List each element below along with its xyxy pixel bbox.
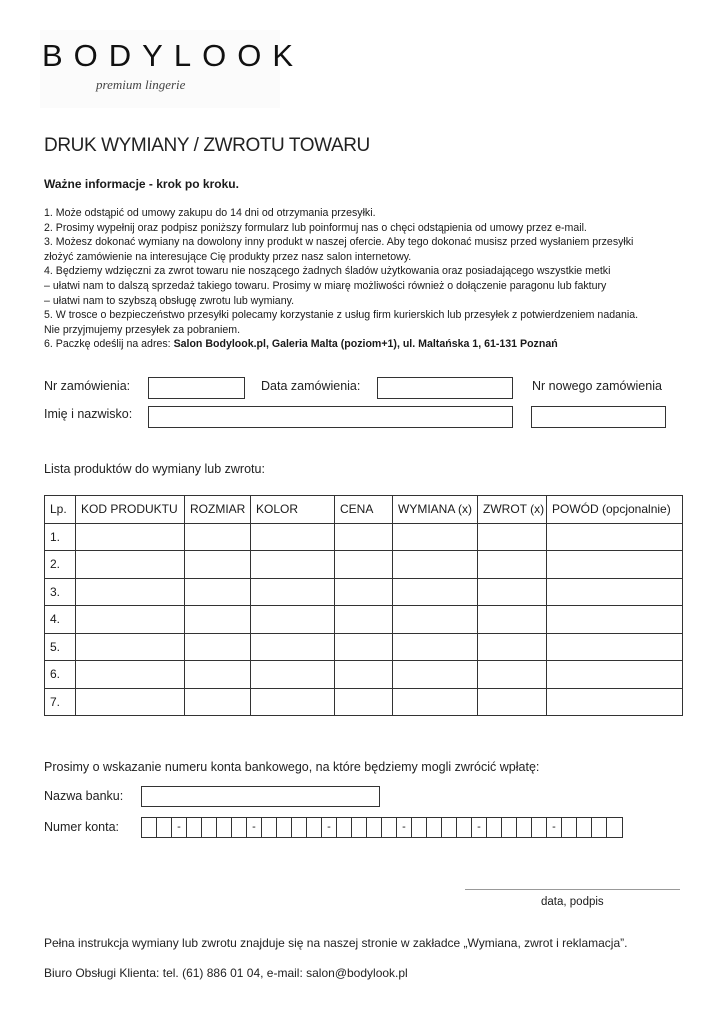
- account-digit-cell[interactable]: [307, 818, 322, 837]
- table-cell[interactable]: [251, 578, 335, 606]
- info-line: 2. Prosimy wypełnij oraz podpisz poniższy formularz lub poinformuj nas o chęci odstąpienia od umowy przez e-mail.: [44, 221, 587, 234]
- column-header: KOLOR: [251, 496, 335, 524]
- account-digit-cell[interactable]: [457, 818, 472, 837]
- table-cell[interactable]: [185, 523, 251, 551]
- name-field[interactable]: [148, 406, 513, 428]
- account-digit-cell[interactable]: [277, 818, 292, 837]
- table-cell[interactable]: [76, 688, 185, 716]
- info-line: Nie przyjmujemy przesyłek za pobraniem.: [44, 323, 241, 336]
- table-cell[interactable]: [251, 523, 335, 551]
- info-heading: Ważne informacje - krok po kroku.: [44, 177, 239, 191]
- bank-name-field[interactable]: [141, 786, 380, 807]
- account-digit-cell[interactable]: [427, 818, 442, 837]
- table-cell[interactable]: [335, 551, 393, 579]
- account-digit-cell[interactable]: [232, 818, 247, 837]
- table-cell[interactable]: [547, 661, 683, 689]
- table-header-row: [45, 496, 683, 524]
- account-number-field[interactable]: [141, 817, 623, 838]
- account-digit-cell[interactable]: [142, 818, 157, 837]
- account-digit-cell[interactable]: [562, 818, 577, 837]
- account-digit-cell[interactable]: [367, 818, 382, 837]
- order-date-label: Data zamówienia:: [261, 379, 361, 393]
- row-number: 1.: [45, 523, 76, 551]
- column-header: CENA: [335, 496, 393, 524]
- products-heading: Lista produktów do wymiany lub zwrotu:: [44, 462, 265, 476]
- account-digit-cell[interactable]: [262, 818, 277, 837]
- account-digit-cell[interactable]: [502, 818, 517, 837]
- table-cell[interactable]: [478, 578, 547, 606]
- bank-name-label: Nazwa banku:: [44, 789, 124, 803]
- table-cell[interactable]: [393, 578, 478, 606]
- row-number: 3.: [45, 578, 76, 606]
- account-digit-cell[interactable]: -: [397, 818, 412, 837]
- table-cell[interactable]: [393, 633, 478, 661]
- row-number: 4.: [45, 606, 76, 634]
- table-cell[interactable]: [335, 606, 393, 634]
- table-cell[interactable]: [76, 606, 185, 634]
- table-cell[interactable]: [547, 523, 683, 551]
- account-digit-cell[interactable]: [337, 818, 352, 837]
- account-number-label: Numer konta:: [44, 820, 120, 834]
- order-number-field[interactable]: [148, 377, 245, 399]
- table-row: [45, 633, 683, 661]
- table-cell[interactable]: [335, 523, 393, 551]
- new-order-number-field[interactable]: [531, 406, 666, 428]
- products-table: [44, 495, 683, 716]
- info-line: 1. Może odstąpić od umowy zakupu do 14 dni od otrzymania przesyłki.: [44, 207, 376, 219]
- table-cell[interactable]: [76, 523, 185, 551]
- account-digit-cell[interactable]: -: [322, 818, 337, 837]
- account-digit-cell[interactable]: [532, 818, 547, 837]
- brand-logo: BODYLOOK: [42, 38, 304, 73]
- signature-label: data, podpis: [541, 896, 604, 908]
- info-line: – ułatwi nam to szybszą obsługę zwrotu lub wymiany.: [44, 294, 295, 307]
- table-cell[interactable]: [478, 661, 547, 689]
- table-cell[interactable]: [251, 551, 335, 579]
- account-digit-cell[interactable]: -: [472, 818, 487, 837]
- table-cell[interactable]: [547, 633, 683, 661]
- account-digit-cell[interactable]: [607, 818, 622, 837]
- table-cell[interactable]: [478, 523, 547, 551]
- table-cell[interactable]: [76, 661, 185, 689]
- table-cell[interactable]: [251, 688, 335, 716]
- new-order-number-label: Nr nowego zamówienia: [532, 379, 662, 393]
- table-cell[interactable]: [76, 551, 185, 579]
- table-cell[interactable]: [335, 688, 393, 716]
- column-header: WYMIANA (x): [393, 496, 478, 524]
- account-digit-cell[interactable]: [442, 818, 457, 837]
- table-cell[interactable]: [185, 661, 251, 689]
- table-cell[interactable]: [393, 661, 478, 689]
- table-row: [45, 661, 683, 689]
- account-digit-cell[interactable]: [517, 818, 532, 837]
- table-cell[interactable]: [185, 633, 251, 661]
- table-row: [45, 551, 683, 579]
- order-date-field[interactable]: [377, 377, 513, 399]
- account-digit-cell[interactable]: [577, 818, 592, 837]
- account-digit-cell[interactable]: [202, 818, 217, 837]
- order-number-label: Nr zamówienia:: [44, 379, 131, 393]
- column-header: ZWROT (x): [478, 496, 547, 524]
- footer-contact: Biuro Obsługi Klienta: tel. (61) 886 01 04, e-mail: salon@bodylook.pl: [44, 966, 408, 980]
- table-cell[interactable]: [251, 606, 335, 634]
- footer-instruction: Pełna instrukcja wymiany lub zwrotu znajduje się na naszej stronie w zakładce „Wymiana, zwrot i reklamacja”.: [44, 936, 628, 950]
- table-row: [45, 688, 683, 716]
- name-label: Imię i nazwisko:: [44, 407, 133, 421]
- address-prefix: 6. Paczkę odeślij na adres:: [44, 338, 174, 351]
- account-digit-cell[interactable]: [352, 818, 367, 837]
- account-digit-cell[interactable]: [217, 818, 232, 837]
- table-cell[interactable]: [547, 606, 683, 634]
- table-cell[interactable]: [478, 633, 547, 661]
- brand-tagline: premium lingerie: [96, 77, 186, 92]
- table-cell[interactable]: [335, 578, 393, 606]
- table-cell[interactable]: [393, 551, 478, 579]
- return-address: Salon Bodylook.pl, Galeria Malta (poziom+1), ul. Maltańska 1, 61-131 Poznań: [173, 338, 558, 351]
- table-cell[interactable]: [478, 551, 547, 579]
- table-cell[interactable]: [335, 661, 393, 689]
- table-cell[interactable]: [251, 661, 335, 689]
- row-number: 6.: [45, 661, 76, 689]
- info-line: 4. Będziemy wdzięczni za zwrot towaru nie noszącego żadnych śladów użytkowania oraz posiadającego wszystkie metki: [44, 265, 611, 278]
- table-row: [45, 606, 683, 634]
- info-line: złożyć zamówienie na interesujące Cię produkty przez nasz salon internetowy.: [44, 250, 412, 263]
- account-digit-cell[interactable]: [382, 818, 397, 837]
- account-digit-cell[interactable]: -: [172, 818, 187, 837]
- page-title: DRUK WYMIANY / ZWROTU TOWARU: [44, 135, 370, 156]
- signature-line: [465, 889, 680, 890]
- column-header: Lp.: [45, 496, 76, 524]
- account-digit-cell[interactable]: -: [547, 818, 562, 837]
- table-cell[interactable]: [547, 578, 683, 606]
- table-cell[interactable]: [335, 633, 393, 661]
- column-header: POWÓD (opcjonalnie): [547, 496, 683, 524]
- row-number: 5.: [45, 633, 76, 661]
- account-digit-cell[interactable]: [487, 818, 502, 837]
- info-list: [44, 206, 694, 352]
- table-cell[interactable]: [478, 688, 547, 716]
- table-cell[interactable]: [185, 551, 251, 579]
- bank-intro: Prosimy o wskazanie numeru konta bankowego, na które będziemy mogli zwrócić wpłatę:: [44, 760, 540, 774]
- table-cell[interactable]: [393, 688, 478, 716]
- account-digit-cell[interactable]: [592, 818, 607, 837]
- table-cell[interactable]: [547, 688, 683, 716]
- info-line: – ułatwi nam to dalszą sprzedaż takiego towaru. Prosimy w miarę możliwości również o dołączenie paragonu lub faktury: [44, 279, 607, 292]
- table-cell[interactable]: [76, 578, 185, 606]
- table-cell[interactable]: [393, 606, 478, 634]
- row-number: 7.: [45, 688, 76, 716]
- table-cell[interactable]: [251, 633, 335, 661]
- account-digit-cell[interactable]: [292, 818, 307, 837]
- table-cell[interactable]: [547, 551, 683, 579]
- account-digit-cell[interactable]: -: [247, 818, 262, 837]
- account-digit-cell[interactable]: [412, 818, 427, 837]
- column-header: ROZMIAR: [185, 496, 251, 524]
- info-line: 5. W trosce o bezpieczeństwo przesyłki polecamy korzystanie z usług firm kurierskich lub przesyłek z potwierdzeniem nadania.: [44, 309, 639, 322]
- info-line-address: [44, 337, 694, 352]
- info-line: 3. Możesz dokonać wymiany na dowolony inny produkt w naszej ofercie. Aby tego dokonać musisz przed wysłaniem przesyłki: [44, 236, 634, 249]
- table-cell[interactable]: [185, 688, 251, 716]
- table-row: [45, 523, 683, 551]
- table-cell[interactable]: [393, 523, 478, 551]
- table-cell[interactable]: [478, 606, 547, 634]
- row-number: 2.: [45, 551, 76, 579]
- account-digit-cell[interactable]: [157, 818, 172, 837]
- column-header: KOD PRODUKTU: [76, 496, 185, 524]
- account-digit-cell[interactable]: [187, 818, 202, 837]
- table-row: [45, 578, 683, 606]
- table-cell[interactable]: [76, 633, 185, 661]
- table-cell[interactable]: [185, 606, 251, 634]
- table-cell[interactable]: [185, 578, 251, 606]
